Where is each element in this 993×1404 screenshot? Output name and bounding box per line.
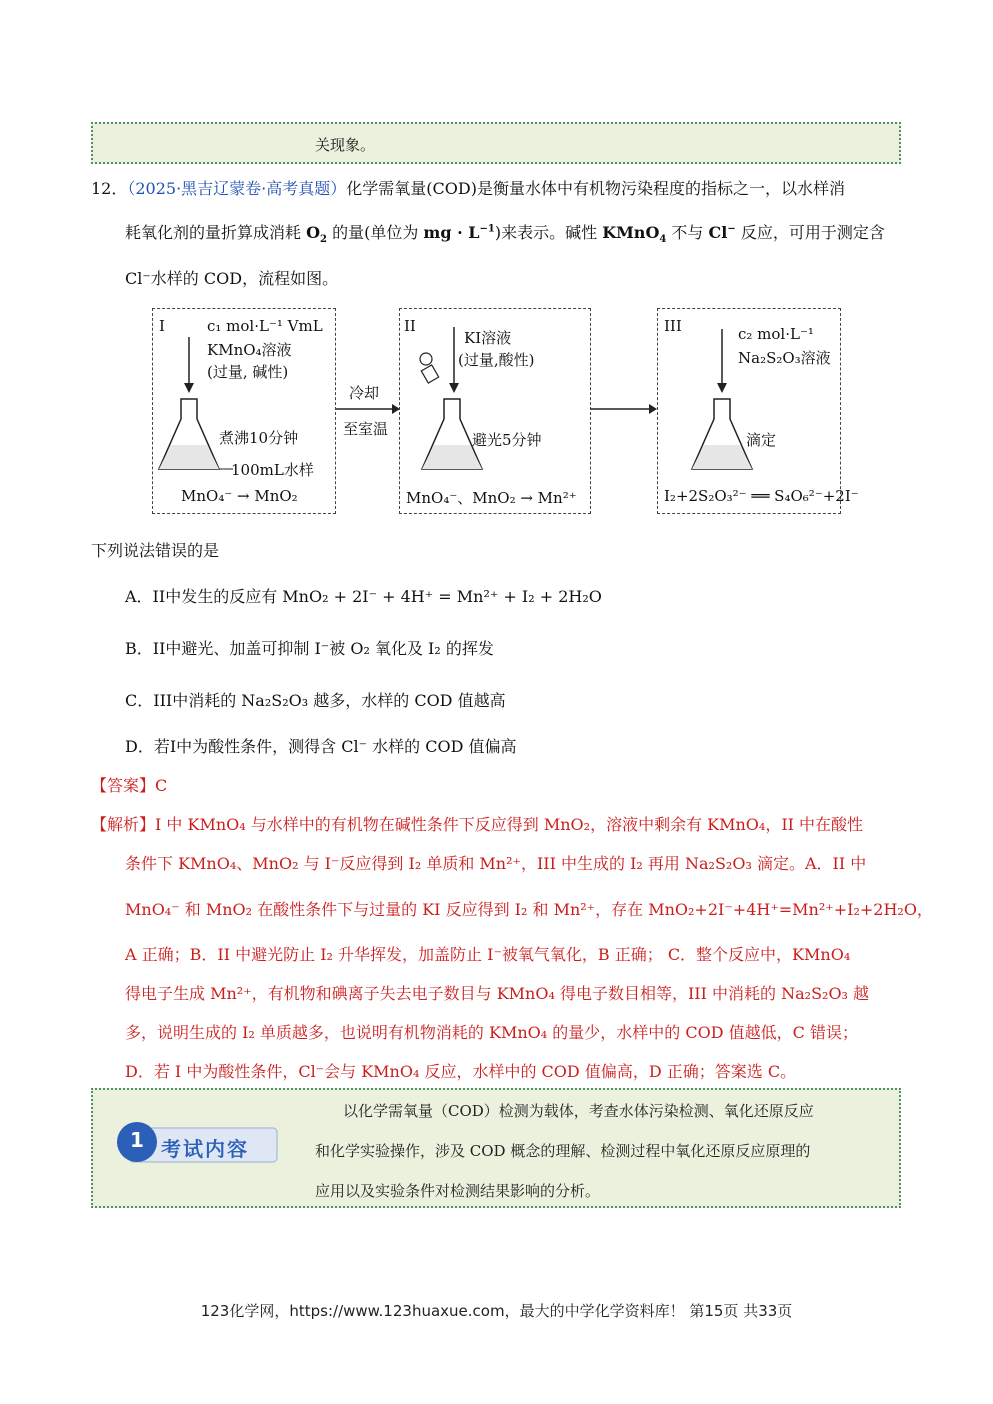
cl-formula: Cl− (708, 223, 736, 242)
flask-2-icon (400, 309, 592, 515)
question-line-1 (91, 176, 845, 199)
analysis-line-5: 得电子生成 Mn²⁺，有机物和碘离子失去电子数目与 KMnO₄ 得电子数目相等，III 中消耗的 Na₂S₂O₃ 越 (125, 984, 870, 1003)
diagram-step-1: I c₁ mol·L⁻¹ VmL KMnO₄溶液 (过量, 碱性) 煮沸10分钟 100mL水样 MnO₄⁻ → MnO₂ (152, 308, 336, 514)
page-footer: 123化学网，https://www.123huaxue.com，最大的中学化学资料库！ 第15页 共33页 (200, 1302, 793, 1320)
continuation-text: 关现象。 (315, 136, 376, 154)
step-3-label: III (664, 317, 682, 335)
diagram-step-2: II KI溶液 (过量,酸性) 避光5分钟 MnO₄⁻、MnO₂ → Mn²⁺ (399, 308, 591, 514)
note-line-1: 以化学需氧量（COD）检测为载体，考查水体污染检测、氧化还原反应 (343, 1102, 814, 1120)
answer-label: 【答案】 (91, 776, 156, 795)
flask-3-icon (658, 309, 842, 515)
step-1-label: I (159, 317, 165, 335)
question-line-2: 耗氧化剂的量折算成消耗 $O_2$ 的量(单位为 mg · $L^{-1}$)来表示。碱性 KMnO$_4$ 不与 Cl− 反应，可用于测定含 (125, 223, 885, 246)
analysis-line-6: 多，说明生成的 I₂ 单质越多，也说明有机物消耗的 KMnO₄ 的量少，水样中的 COD 值越低，C 错误； (125, 1023, 858, 1042)
question-source: （2025·黑吉辽蒙卷·高考真题） (127, 179, 347, 198)
question-line-3: Cl⁻水样的 COD，流程如图。 (125, 269, 339, 288)
badge-number: 1 (130, 1128, 144, 1152)
exam-content-box (91, 1088, 901, 1208)
unit-formula: mg · $L^{-1}$ (423, 223, 495, 242)
kmno4-formula: KMnO$_4$ (602, 223, 667, 246)
question-text-1: 化学需氧量(COD)是衡量水体中有机物污染程度的指标之一，以水样消 (346, 179, 845, 198)
analysis-label: 【解析】 (91, 815, 156, 834)
answer (91, 773, 167, 796)
note-line-2: 和化学实验操作，涉及 COD 概念的理解、检测过程中氧化还原反应原理的 (315, 1142, 811, 1160)
badge-title: 考试内容 (161, 1137, 249, 1161)
option-d: D．若I中为酸性条件，测得含 Cl⁻ 水样的 COD 值偏高 (125, 737, 517, 756)
arrow-right-icon (591, 402, 657, 416)
arrow-1-top: 冷却 (349, 384, 380, 402)
analysis-line-4: A 正确；B．II 中避光防止 I₂ 升华挥发，加盖防止 I⁻被氧气氧化，B 正确； C．整个反应中，KMnO₄ (125, 945, 851, 964)
exam-content-badge (115, 1120, 280, 1166)
answer-value: C (155, 776, 168, 795)
option-c: C．III中消耗的 Na₂S₂O₃ 越多，水样的 COD 值越高 (125, 691, 506, 710)
continuation-box (91, 122, 901, 164)
analysis-line-2: 条件下 KMnO₄、MnO₂ 与 I⁻反应得到 I₂ 单质和 Mn²⁺，III 中生成的 I₂ 再用 Na₂S₂O₃ 滴定。A．II 中 (125, 854, 867, 873)
diagram-step-3: III c₂ mol·L⁻¹ Na₂S₂O₃溶液 滴定 I₂+2S₂O₃²⁻ ══ S₄O₆²⁻+2I⁻ (657, 308, 841, 514)
step-2-label: II (404, 317, 416, 335)
note-line-3: 应用以及实验条件对检测结果影响的分析。 (315, 1182, 601, 1200)
analysis-line-3: MnO₄⁻ 和 MnO₂ 在酸性条件下与过量的 KI 反应得到 I₂ 和 Mn²⁺，存在 MnO₂+2I⁻+4H⁺=Mn²⁺+I₂+2H₂O， (125, 900, 933, 919)
flask-1-icon (153, 309, 337, 515)
analysis-line-1: 【解析】I 中 KMnO₄ 与水样中的有机物在碱性条件下反应得到 MnO₂，溶液中剩余有 KMnO₄，II 中在酸性 (91, 815, 864, 834)
analysis-line-7: D．若 I 中为酸性条件，Cl⁻会与 KMnO₄ 反应，水样中的 COD 值偏高，D 正确；答案选 C。 (125, 1062, 797, 1081)
o2-formula: $O_2$ (306, 223, 327, 246)
option-b: B．II中避光、加盖可抑制 I⁻被 O₂ 氧化及 I₂ 的挥发 (125, 639, 494, 658)
question-number: 12． (91, 179, 128, 198)
question-stem: 下列说法错误的是 (91, 541, 220, 560)
option-a: A．II中发生的反应有 MnO₂ + 2I⁻ + 4H⁺ = Mn²⁺ + I₂ + 2H₂O (125, 587, 602, 606)
arrow-right-icon (336, 402, 400, 416)
arrow-1-bottom: 至室温 (343, 420, 389, 438)
